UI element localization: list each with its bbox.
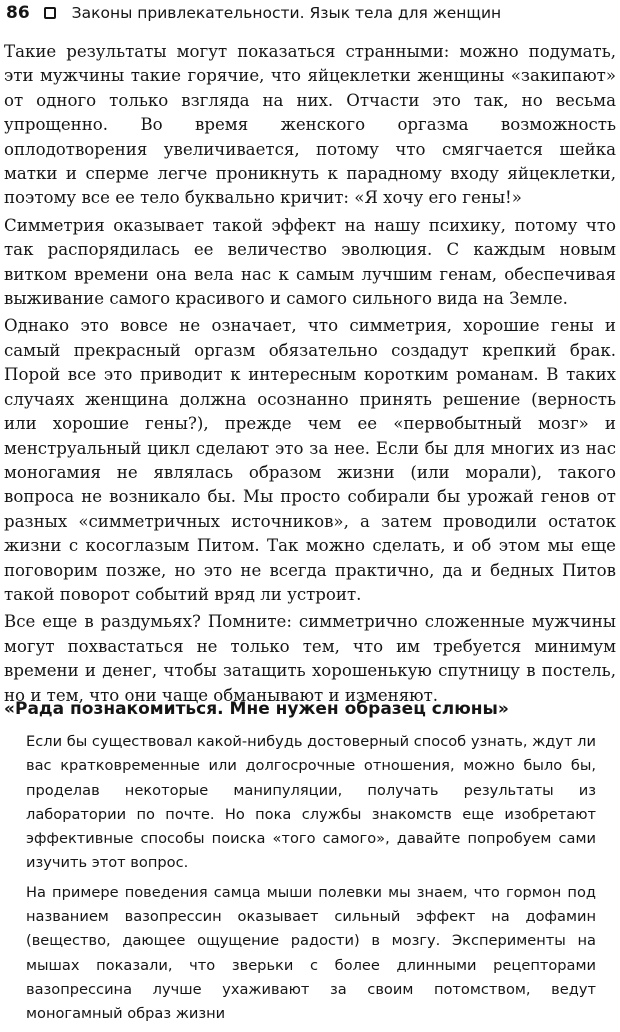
page-number: 86	[6, 3, 30, 23]
body-paragraph: Симметрия оказывает такой эффект на нашу психику, потому что так распорядилась ее величество эволюция. С каждым новым витком времени она вела нас к самым лучшим генам, обеспечивая выживание самого красивого и самого сильного вида на Земле.	[4, 215, 616, 309]
section-paragraph: На примере поведения самца мыши полевки мы знаем, что гормон под названием вазопрессин оказывает сильный эффект на дофамин (вещество, дающее ощущение радости) в мозгу. Эксперименты на мышах показали, что зверьки с более длинными рецепторами вазопрессина лучше ухаживают за своим потомством, ведут моногамный образ жизни	[26, 883, 596, 1023]
section-heading: «Рада познакомиться. Мне нужен образец слюны»	[4, 699, 509, 719]
body-paragraph: Все еще в раздумьях? Помните: симметрично сложенные мужчины могут похвастаться не только тем, что им требуется минимум времени и денег, чтобы затащить хорошенькую спутницу в постель, но и тем, что они чаще обманывают и изменяют.	[4, 612, 616, 705]
body-paragraph: Такие результаты могут показаться странными: можно подумать, эти мужчины такие горячие, что яйцеклетки женщины «закипают» от одного только взгляда на них. Отчасти это так, но весьма упрощенно. Во время женского оргазма возможность оплодотворения увеличивается, потому что смягчается шейка матки и сперме легче проникнуть к парадному входу яйцеклетки, поэтому все ее тело буквально кричит: «Я хочу его гены!»	[4, 42, 616, 208]
section-text	[26, 730, 596, 1032]
running-header	[6, 0, 614, 26]
main-text	[4, 40, 616, 711]
running-title: Законы привлекательности. Язык тела для женщин	[71, 4, 502, 22]
section-paragraph: Если бы существовал какой-нибудь достоверный способ узнать, ждут ли вас кратковременные или долгосрочные отношения, можно было бы, проделав некоторые манипуляции, получать результаты из лаборатории по почте. Но пока службы знакомств еще изобретают эффективные способы поиска «того самого», давайте попробуем сами изучить этот вопрос.	[26, 733, 596, 872]
square-bullet-icon	[44, 7, 56, 19]
body-paragraph: Однако это вовсе не означает, что симметрия, хорошие гены и самый прекрасный оргазм обязательно создадут крепкий брак. Порой все это приводит к интересным коротким романам. В таких случаях женщина должна осознанно принять решение (верность или хорошие гены?), прежде чем ее «первобытный мозг» и менструальный цикл сделают это за нее. Если бы для многих из нас моногамия не являлась образом жизни (или морали), такого вопроса не возникало бы. Мы просто собирали бы урожай генов от разных «симметричных источников», а затем проводили остаток жизни с косоглазым Питом. Так можно сделать, и об этом мы еще поговорим позже, но это не всегда практично, да и бедных Питов такой поворот событий вряд ли устроит.	[4, 316, 616, 604]
